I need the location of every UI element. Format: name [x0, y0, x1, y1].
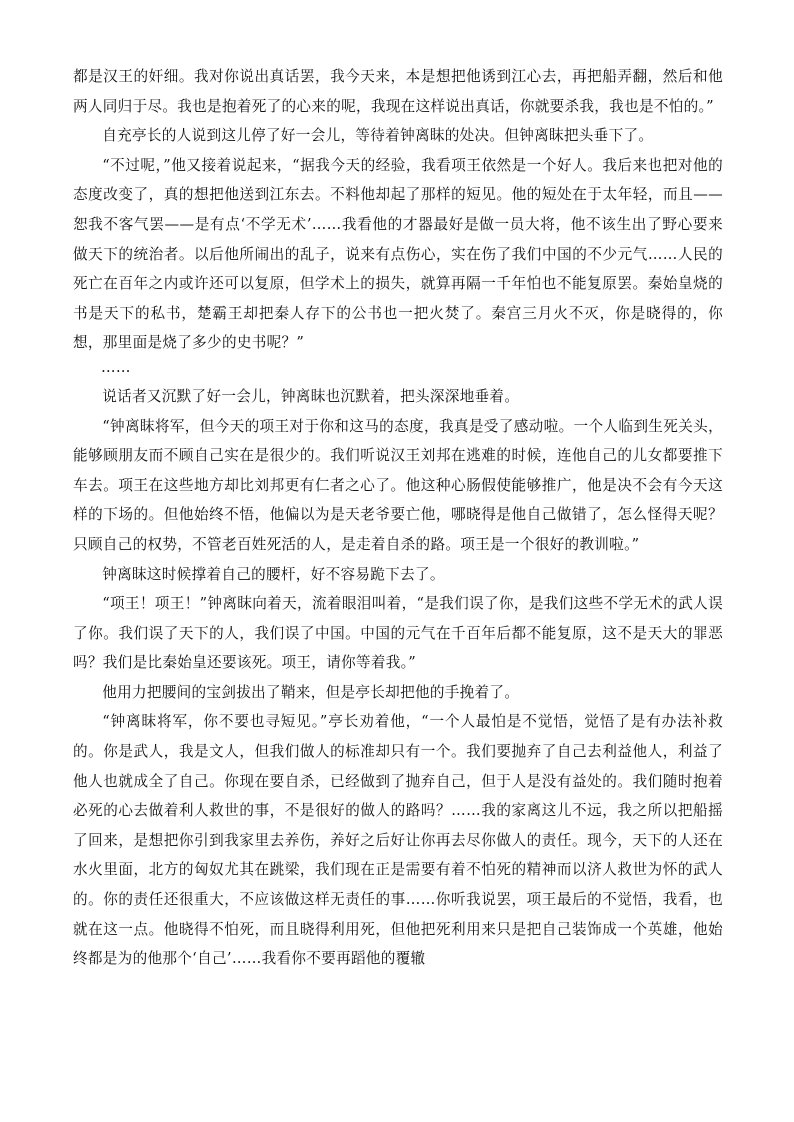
- paragraph-5: “钟离眜将军，但今天的项王对于你和这马的态度，我真是受了感动啦。一个人临到生死关头，能够顾朋友而不顾自己实在是很少的。我们听说汉王刘邦在逃难的时候，连他自己的儿女都要推下车去。项王在这些地方却比刘邦更有仁者之心了。他这种心肠假使能够推广，他是决不会有今天这样的下场的。但他始终不悟，他偏以为是天老爷要亡他，哪晓得是他自己做错了，怎么怪得天呢？只顾自己的权势，不管老百姓死活的人，是走着自杀的路。项王是一个很好的教训啦。”: [73, 417, 723, 553]
- paragraph-9: “钟离眜将军，你不要也寻短见。”亭长劝着他，“一个人最怕是不觉悟，觉悟了是有办法补救的。你是武人，我是文人，但我们做人的标准却只有一个。我们要抛弃了自己去利益他人，利益了他人也就成全了自己。你现在要自杀，已经做到了抛弃自己，但于人是没有益处的。我们随时抱着必死的心去做着利人救世的事，不是很好的做人的路吗？……我的家离这儿不远，我之所以把船摇了回来，是想把你引到我家里去养伤，养好之后好让你再去尽你做人的责任。现今，天下的人还在水火里面，北方的匈奴尤其在跳梁，我们现在正是需要有着不怕死的精神而以济人救世为怀的武人的。你的责任还很重大，不应该做这样无责任的事……你听我说罢，项王最后的不觉悟，我看，也就在这一点。他晓得不怕死，而且晓得利用死，但他把死利用来只是把自己装饰成一个英雄，他始终都是为的他那个‘自己’……我看你不要再蹈他的覆辙: [73, 713, 723, 968]
- paragraph-6: 钟离眜这时候撑着自己的腰杆，好不容易跪下去了。: [102, 565, 445, 583]
- paragraph-3: “不过呢，”他又接着说起来，“据我今天的经验，我看项王依然是一个好人。我后来也把对他的态度改变了，真的想把他送到江东去。不料他却起了那样的短见。他的短处在于太年轻，而且——恕我不客气罢——是有点‘不学无术’……我看他的才器最好是做一员大将，他不该生出了野心要来做天下的统治者。以后他所闹出的乱子，说来有点伤心，实在伤了我们中国的不少元气……人民的死亡在百年之内或许还可以复原，但学术上的损失，就算再隔一千年怕也不能复原罢。秦始皇烧的书是天下的私书，楚霸王却把秦人存下的公书也一把火焚了。秦宫三月火不灭，你是晓得的，你想，那里面是烧了多少的史书呢？”: [73, 156, 723, 352]
- paragraph-8: 他用力把腰间的宝剑拔出了鞘来，但是亭长却把他的手挽着了。: [102, 683, 520, 701]
- paragraph-4: 说话者又沉默了好一会儿，钟离眜也沉默着，把头深深地垂着。: [102, 387, 520, 405]
- ellipsis-separator: ……: [101, 358, 131, 376]
- paragraph-7: “项王！项王！”钟离眜向着天，流着眼泪叫着，“是我们误了你，是我们这些不学无术的武人误了你。我们误了天下的人，我们误了中国。中国的元气在千百年后都不能复原，这不是天大的罪恶吗？我们是比秦始皇还要该死。项王，请你等着我。”: [73, 595, 723, 672]
- document-body: [73, 62, 723, 974]
- paragraph-2: 自充亭长的人说到这儿停了好一会儿，等待着钟离眜的处决。但钟离眜把头垂下了。: [102, 127, 654, 145]
- paragraph-1: 都是汉王的奸细。我对你说出真话罢，我今天来，本是想把他诱到江心去，再把船弄翻，然后和他两人同归于尽。我也是抱着死了的心来的呢，我现在这样说出真话，你就要杀我，我也是不怕的。”: [73, 68, 723, 115]
